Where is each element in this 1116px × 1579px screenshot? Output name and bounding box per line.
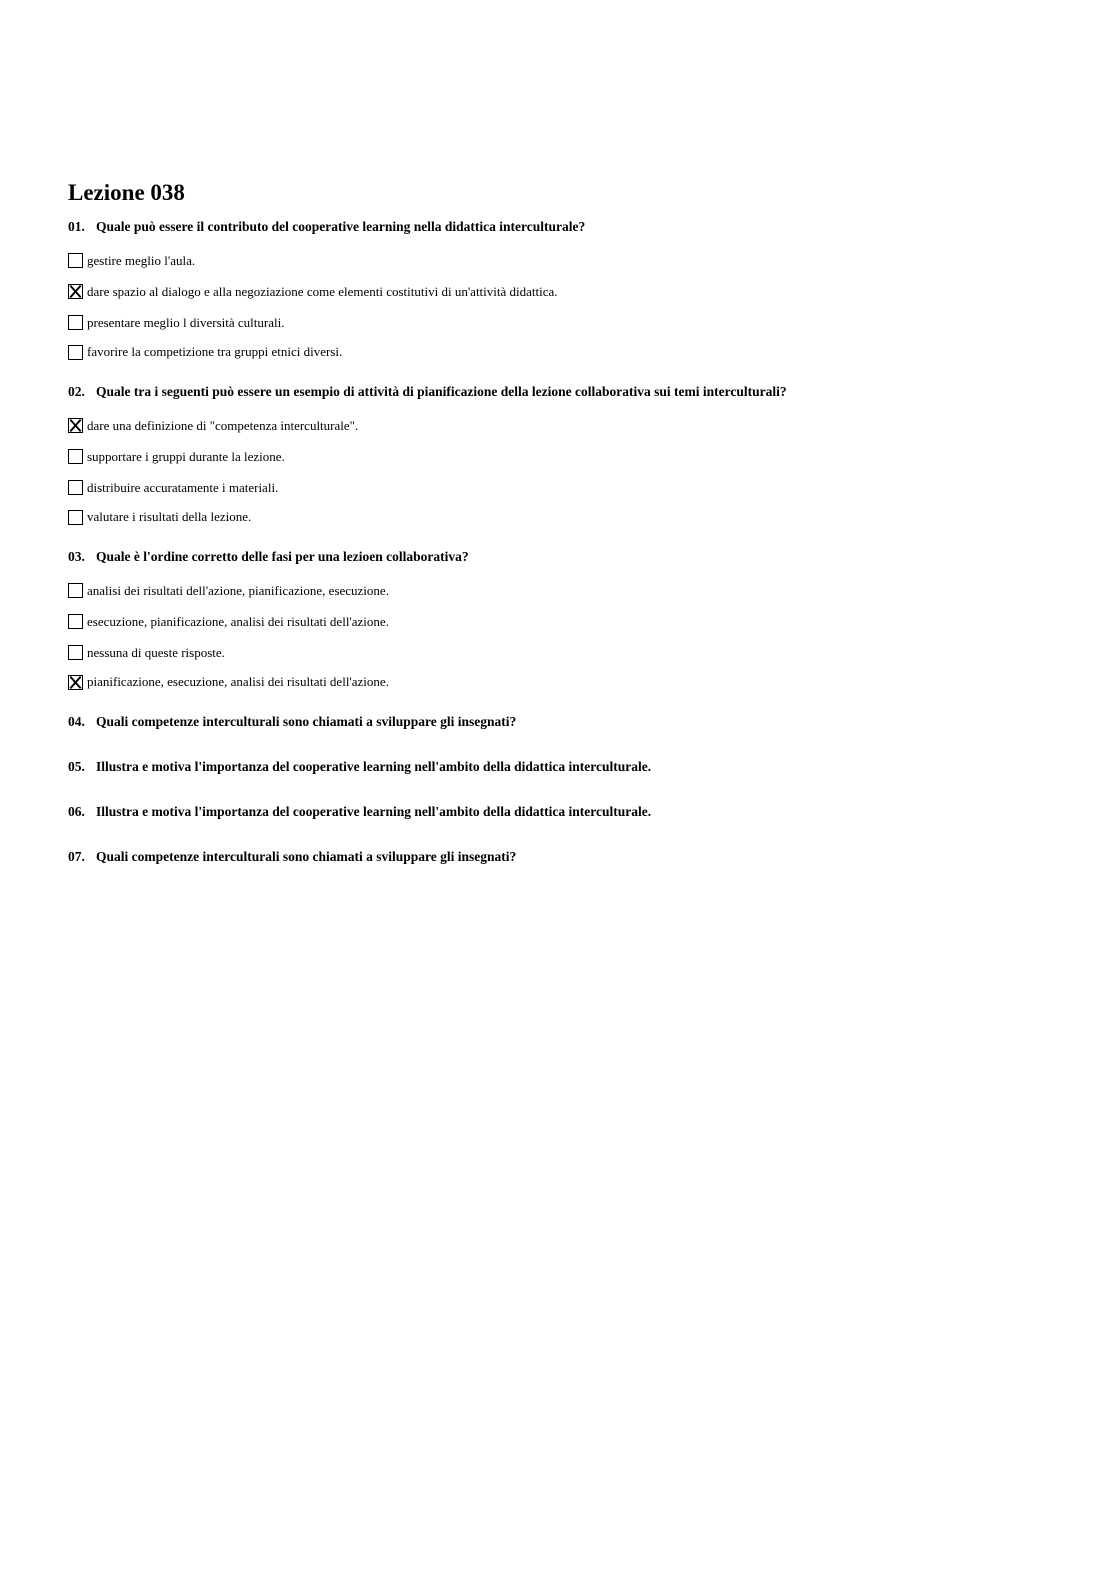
checkbox-icon[interactable]: [68, 345, 83, 360]
checkbox-icon[interactable]: [68, 614, 83, 629]
answer-label: valutare i risultati della lezione.: [87, 509, 252, 524]
answer-options: [68, 410, 1068, 531]
question-number: 05.: [68, 759, 85, 774]
question-prompt: Quale è l'ordine corretto delle fasi per una lezioen collaborativa?: [96, 549, 469, 564]
question-05: [68, 758, 1068, 776]
question-number: 06.: [68, 804, 85, 819]
question-text: [68, 218, 1068, 236]
answer-option[interactable]: [68, 276, 1068, 307]
answer-option[interactable]: [68, 472, 1068, 503]
answer-label: pianificazione, esecuzione, analisi dei risultati dell'azione.: [87, 674, 389, 689]
question-01: [68, 218, 1068, 366]
checkbox-icon[interactable]: [68, 315, 83, 330]
question-text: [68, 848, 1068, 866]
answer-option[interactable]: [68, 441, 1068, 472]
check-x-mark: [69, 676, 82, 689]
answer-option[interactable]: [68, 245, 1068, 276]
question-text: [68, 713, 1068, 731]
checkbox-icon[interactable]: [68, 645, 83, 660]
checkbox-icon[interactable]: [68, 284, 83, 299]
check-x-mark: [69, 285, 82, 298]
checkbox-icon[interactable]: [68, 449, 83, 464]
lesson-title: Lezione 038: [68, 180, 185, 205]
answer-label: presentare meglio l diversità culturali.: [87, 314, 285, 330]
answer-option[interactable]: [68, 637, 1068, 668]
checkbox-icon[interactable]: [68, 253, 83, 268]
checkbox-icon[interactable]: [68, 418, 83, 433]
answer-option[interactable]: [68, 606, 1068, 637]
checkbox-icon[interactable]: [68, 583, 83, 598]
question-number: 02.: [68, 384, 85, 399]
question-prompt: Illustra e motiva l'importanza del cooperative learning nell'ambito della didattica interculturale.: [96, 759, 652, 774]
question-prompt: Quali competenze interculturali sono chiamati a sviluppare gli insegnati?: [96, 714, 517, 729]
question-number: 01.: [68, 219, 85, 234]
answer-label: esecuzione, pianificazione, analisi dei risultati dell'azione.: [87, 613, 389, 629]
question-number: 03.: [68, 549, 85, 564]
answer-label: supportare i gruppi durante la lezione.: [87, 448, 285, 464]
question-prompt: Quale tra i seguenti può essere un esempio di attività di pianificazione della lezione collaborativa sui temi interculturali?: [96, 384, 787, 399]
answer-label: gestire meglio l'aula.: [87, 252, 196, 268]
question-prompt: Quale può essere il contributo del cooperative learning nella didattica interculturale?: [96, 219, 586, 234]
document-page: [68, 178, 1068, 893]
check-x-mark: [69, 419, 82, 432]
answer-label: dare una definizione di "competenza interculturale".: [87, 417, 359, 433]
answer-option[interactable]: [68, 668, 1068, 696]
question-text: [68, 548, 1068, 566]
question-text: [68, 758, 1068, 776]
question-prompt: Quali competenze interculturali sono chiamati a sviluppare gli insegnati?: [96, 849, 517, 864]
question-02: [68, 383, 1068, 531]
answer-option[interactable]: [68, 338, 1068, 366]
checkbox-icon[interactable]: [68, 675, 83, 690]
checkbox-icon[interactable]: [68, 510, 83, 525]
question-04: [68, 713, 1068, 731]
answer-option[interactable]: [68, 575, 1068, 606]
answer-label: distribuire accuratamente i materiali.: [87, 479, 279, 495]
answer-option[interactable]: [68, 410, 1068, 441]
answer-options: [68, 245, 1068, 366]
answer-option[interactable]: [68, 503, 1068, 531]
question-number: 04.: [68, 714, 85, 729]
question-06: [68, 803, 1068, 821]
question-text: [68, 803, 1068, 821]
answer-option[interactable]: [68, 307, 1068, 338]
answer-label: dare spazio al dialogo e alla negoziazione come elementi costitutivi di un'attività didattica.: [87, 283, 558, 299]
answer-label: analisi dei risultati dell'azione, pianificazione, esecuzione.: [87, 582, 389, 598]
question-07: [68, 848, 1068, 866]
question-03: [68, 548, 1068, 696]
question-number: 07.: [68, 849, 85, 864]
checkbox-icon[interactable]: [68, 480, 83, 495]
answer-options: [68, 575, 1068, 696]
question-prompt: Illustra e motiva l'importanza del cooperative learning nell'ambito della didattica interculturale.: [96, 804, 652, 819]
question-text: [68, 383, 1068, 401]
answer-label: favorire la competizione tra gruppi etnici diversi.: [87, 344, 343, 359]
answer-label: nessuna di queste risposte.: [87, 644, 225, 660]
